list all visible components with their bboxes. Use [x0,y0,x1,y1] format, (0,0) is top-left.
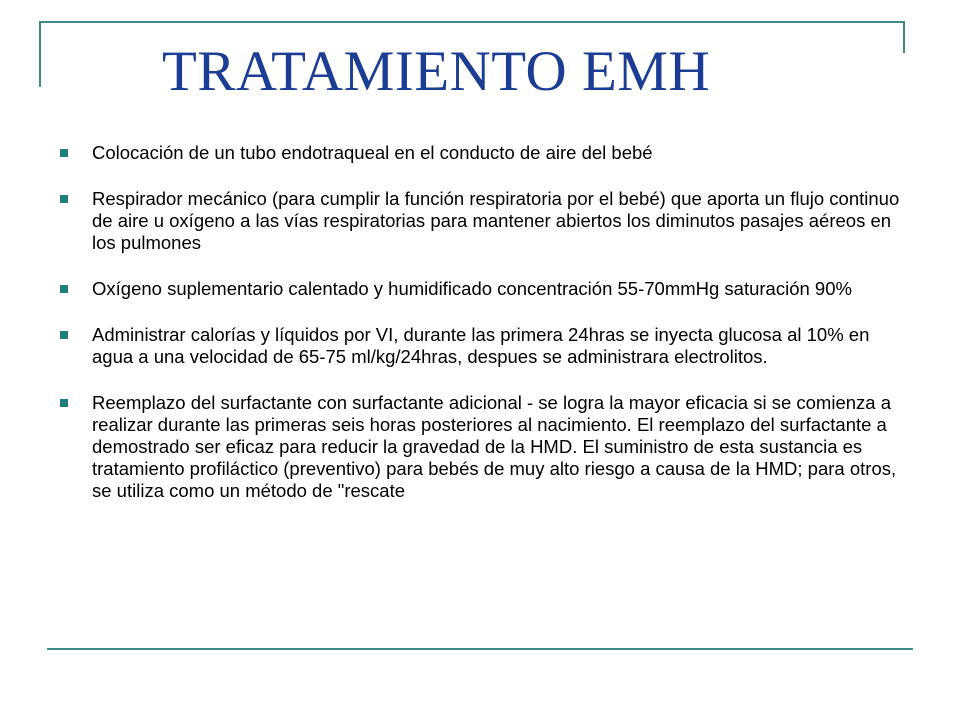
square-bullet-icon [60,331,68,339]
bullet-item [60,324,915,368]
frame-top-line [40,21,904,23]
square-bullet-icon [60,399,68,407]
frame-bottom-line [47,648,913,650]
bullet-list [60,142,915,526]
bullet-item [60,188,915,254]
frame-left-line [39,21,41,87]
square-bullet-icon [60,195,68,203]
bullet-text: Reemplazo del surfactante con surfactante adicional - se logra la mayor eficacia si se comienza a realizar durante las primeras seis horas posteriores al nacimiento. El reemplazo del surfactante a demostrado ser eficaz para reducir la gravedad de la HMD. El suministro de esta sustancia es tratamiento profiláctico (preventivo) para bebés de muy alto riesgo a causa de la HMD; para otros, se utiliza como un método de "rescate [92,392,897,501]
bullet-item [60,142,915,164]
square-bullet-icon [60,285,68,293]
bullet-item [60,392,915,502]
bullet-item [60,278,915,300]
slide-title: TRATAMIENTO EMH [162,40,711,103]
bullet-text: Administrar calorías y líquidos por VI, durante las primera 24hras se inyecta glucosa al 10% en agua a una velocidad de 65-75 ml/kg/24hras, despues se administrara electrolitos. [92,324,870,367]
square-bullet-icon [60,149,68,157]
bullet-text: Respirador mecánico (para cumplir la función respiratoria por el bebé) que aporta un flujo continuo de aire u oxígeno a las vías respiratorias para mantener abiertos los diminutos pasajes aéreos en los pulmones [92,188,900,253]
bullet-text: Colocación de un tubo endotraqueal en el conducto de aire del bebé [92,142,653,163]
frame-right-line [903,21,905,53]
bullet-text: Oxígeno suplementario calentado y humidificado concentración 55-70mmHg saturación 90% [92,278,852,299]
